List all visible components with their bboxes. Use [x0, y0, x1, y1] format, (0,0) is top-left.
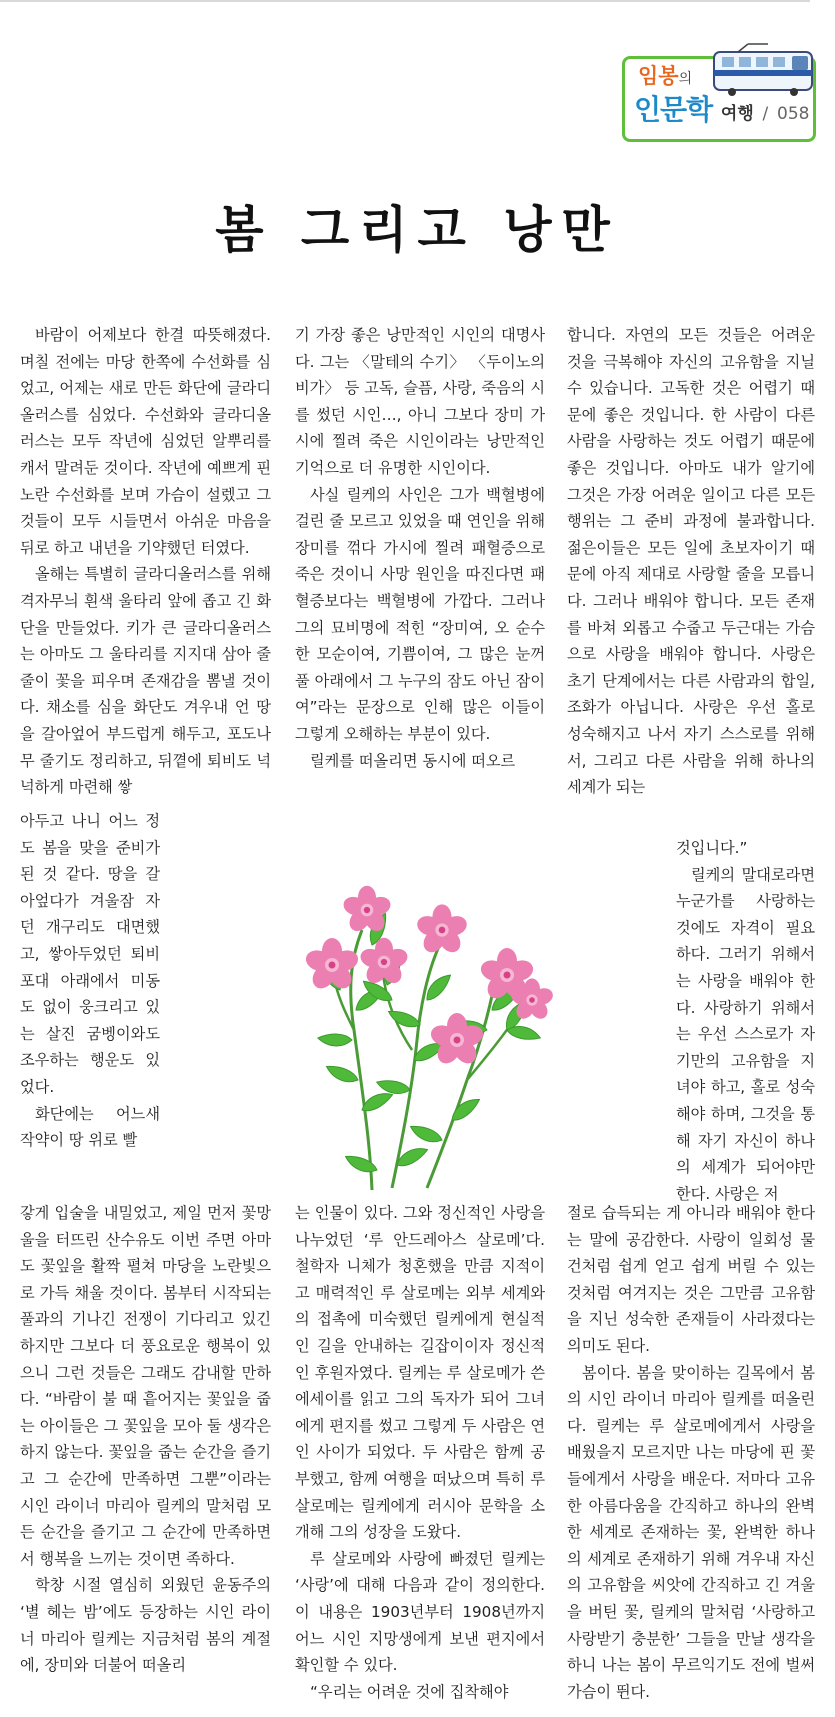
article-col1-top — [20, 322, 271, 801]
paragraph: 는 인물이 있다. 그와 정신적인 사랑을 나누었던 ‘루 안드레아스 살로메’다. 철학자 니체가 청혼했을 만큼 지적이고 매력적인 루 살로메는 외부 세계와의 접촉에 미숙했던 릴케에게 현실적인 길을 안내하는 길잡이이자 정신적인 후원자였다. 릴케는 루 살로메가 쓴 에세이를 읽고 그의 독자가 되어 그녀에게 편지를 썼고 그렇게 두 사람은 연인 사이가 되었다. 두 사람은 함께 공부했고, 함께 여행을 떠났으며 특히 루 살로메는 릴케에게 러시아 문학을 소개해 그의 성장을 도왔다. — [295, 1204, 545, 1542]
series-author-name: 임봉 — [638, 64, 679, 88]
series-particle: 의 — [678, 71, 693, 87]
paragraph: 루 살로메와 사랑에 빠졌던 릴케는 ‘사랑’에 대해 다음과 같이 정의한다. 이 내용은 1903년부터 1908년까지 어느 시인 지망생에게 보낸 편지에서 확인할 수 있다. — [295, 1549, 545, 1675]
article-col2-bottom — [295, 1200, 545, 1705]
article-col3-top — [567, 322, 815, 801]
paragraph: 것입니다.” — [676, 839, 748, 857]
paragraph: 아두고 나니 어느 정도 봄을 맞을 준비가 된 것 같다. 땅을 갈아엎다가 겨울잠 자던 개구리도 대면했고, 쌓아두었던 퇴비 포대 아래에서 미동도 없이 웅크리고 있는 살진 굼벵이와도 조우하는 행운도 있었다. — [20, 812, 160, 1096]
article-title: 봄 그리고 낭만 — [215, 200, 620, 259]
paragraph: 기 가장 좋은 낭만적인 시인의 대명사다. 그는 〈말테의 수기〉 〈두이노의 비가〉 등 고독, 슬픔, 사랑, 죽음의 시를 썼던 시인…, 아니 그보다 장미 가시에 찔려 죽은 시인이라는 낭만적인 기억으로 더 유명한 시인이다. — [295, 326, 545, 477]
paragraph: 올해는 특별히 글라디올러스를 위해 격자무늬 흰색 울타리 앞에 좁고 긴 화단을 만들었다. 키가 큰 글라디올러스는 아마도 그 울타리를 지지대 삼아 줄줄이 꽃을 피우며 존재감을 뽐낼 것이다. 채소를 심을 화단도 겨우내 언 땅을 갈아엎어 부드럽게 해두고, 포도나무 줄기도 정리하고, 뒤꼍에 퇴비도 넉넉하게 마련해 쌓 — [20, 565, 271, 797]
series-name: 인문학 — [634, 93, 713, 126]
paragraph: “우리는 어려운 것에 집착해야 — [310, 1682, 509, 1701]
series-travel: 여행 — [720, 104, 754, 124]
article-col2-top — [295, 322, 545, 774]
paragraph: 절로 습득되는 게 아니라 배워야 한다는 말에 공감한다. 사랑이 일회성 물건처럼 쉽게 얻고 쉽게 버릴 수 있는 것처럼 여겨지는 것은 그만큼 고유함을 지닌 성숙한 존재들이 사라졌다는 의미도 된다. — [567, 1204, 815, 1355]
top-rule — [0, 0, 810, 2]
series-number: 058 — [777, 104, 810, 124]
article-col3-narrow — [676, 835, 815, 1207]
series-title — [634, 88, 809, 128]
paragraph: 바람이 어제보다 한결 따뜻해졌다. 며칠 전에는 마당 한쪽에 수선화를 심었고, 어제는 새로 만든 화단에 글라디올러스를 심었다. 수선화와 글라디올러스는 모두 작년에 심었던 알뿌리를 캐서 말려둔 것이다. 작년에 예쁘게 핀 노란 수선화를 보며 가슴이 설렜고 그것들이 모두 시들면서 아쉬운 마음을 뒤로 하고 내년을 기약했던 터였다. — [20, 326, 271, 557]
paragraph: 봄이다. 봄을 맞이하는 길목에서 봄의 시인 라이너 마리아 릴케를 떠올린다. 릴케는 루 살로메에게서 사랑을 배웠을지 모르지만 나는 마당에 핀 꽃들에게서 사랑을 배운다. 저마다 고유한 아름다움을 간직하고 하나의 완벽한 세계로 존재하는 꽃, 완벽한 하나의 세계로 존재하기 위해 겨우내 자신의 고유함을 씨앗에 간직하고 긴 겨울을 버틴 꽃, 릴케의 말처럼 ‘사랑하고 사랑받기 충분한’ 그들을 만날 생각을 하니 나는 봄이 무르익기도 전에 벌써 가슴이 뛴다. — [567, 1363, 815, 1701]
paragraph: 합니다. 자연의 모든 것들은 어려운 것을 극복해야 자신의 고유함을 지닐 수 있습니다. 고독한 것은 어렵기 때문에 좋은 것입니다. 한 사람이 다른 사람을 사랑하는 것도 어렵기 때문에 좋은 것입니다. 아마도 내가 알기에 그것은 가장 어려운 일이고 다른 모든 행위는 그 준비 과정에 불과합니다. 젊은이들은 모든 일에 초보자이기 때문에 아직 제대로 사랑할 줄을 모릅니다. 그러나 배워야 합니다. 모든 존재를 바쳐 외롭고 수줍고 두근대는 가슴으로 사랑을 배워야 합니다. 사랑은 초기 단계에서는 다른 사람과의 합일, 조화가 아닙니다. 사랑은 우선 홀로 성숙해지고 나서 자기 스스로를 위해서, 그리고 다른 사람을 위해 하나의 세계가 되는 — [567, 326, 815, 797]
article-col1-bottom — [20, 1200, 271, 1679]
paragraph: 사실 릴케의 사인은 그가 백혈병에 걸린 줄 모르고 있었을 때 연인을 위해 장미를 꺾다 가시에 찔려 패혈증으로 죽은 것이니 사망 원인을 따진다면 패혈증보다는 백혈병에 가깝다. 그러나 그의 묘비명에 적힌 “장미여, 오 순수한 모순이여, 기쁨이여, 그 많은 눈꺼풀 아래에서 그 누구의 잠도 아닌 잠이여”라는 문장으로 인해 많은 이들이 그렇게 오해하는 부분이 있다. — [295, 485, 545, 743]
paragraph: 릴케의 말대로라면 누군가를 사랑하는 것에도 자격이 필요하다. 그러기 위해서는 사랑을 배워야 한다. 사랑하기 위해서는 우선 스스로가 자기만의 고유함을 지녀야 하고, 홀로 성숙해야 하며, 그것을 통해 자기 자신이 하나의 세계가 되어야만 한다. 사랑은 저 — [676, 865, 815, 1203]
paragraph: 릴케를 떠올리면 동시에 떠오르 — [310, 751, 516, 770]
article-col3-bottom — [567, 1200, 815, 1705]
series-slash: / — [762, 104, 769, 124]
paragraph: 화단에는 어느새 작약이 땅 위로 빨 — [20, 1104, 160, 1150]
paragraph: 갛게 입술을 내밀었고, 제일 먼저 꽃망울을 터뜨린 산수유도 이번 주면 아마도 꽃잎을 활짝 펼쳐 마당을 노란빛으로 가득 채울 것이다. 봄부터 시작되는 풀과의 기나긴 전쟁이 기다리고 있긴 하지만 그보다 더 풍요로운 행복이 있으니 그런 것들은 그래도 감내할 만하다. “바람이 불 때 흩어지는 꽃잎을 줍는 아이들은 그 꽃잎을 모아 둘 생각은 하지 않는다. 꽃잎을 줍는 순간을 즐기고 그 순간에 만족하면 그뿐”이라는 시인 라이너 마리아 릴케의 말처럼 모든 순간을 즐기고 그 순간에 만족하면서 행복을 느끼는 것이면 족하다. — [20, 1204, 271, 1568]
article-col1-narrow — [20, 808, 160, 1154]
paragraph: 학창 시절 열심히 외웠던 윤동주의 ‘별 헤는 밤’에도 등장하는 시인 라이너 마리아 릴케는 지금처럼 봄의 계절에, 장미와 더불어 떠올리 — [20, 1576, 271, 1675]
series-author — [638, 60, 692, 90]
pink-flowers-illustration — [292, 850, 577, 1195]
series-logo — [622, 42, 815, 142]
